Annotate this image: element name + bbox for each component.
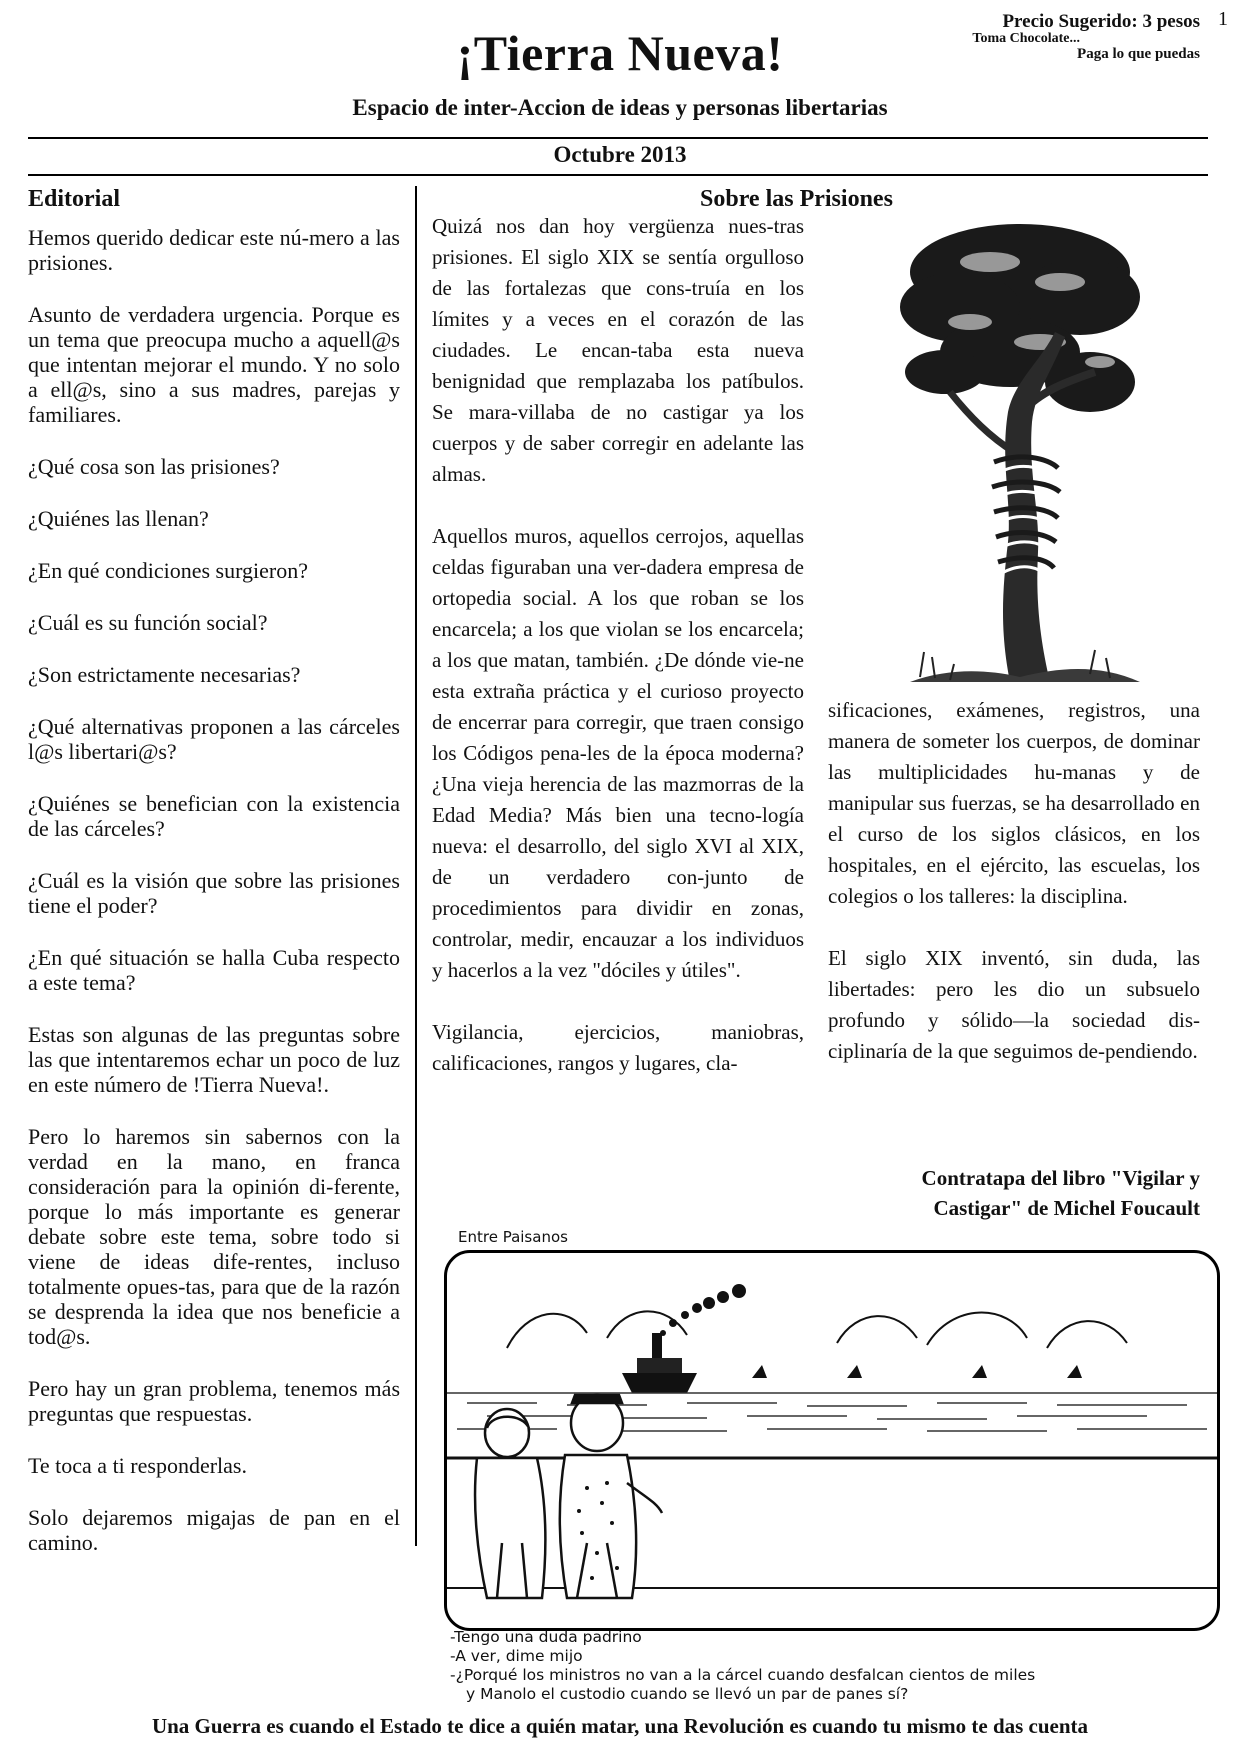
cartoon-dialogue-line: y Manolo el custodio cuando se llevó un par de panes sí? [466,1685,909,1703]
page-number: 1 [1218,8,1228,30]
cartoon-illustration [444,1250,1220,1631]
editorial-paragraph: Pero lo haremos sin sabernos con la verdad en la mano, en franca consideración para la opinión di-ferente, porque lo más importante es generar debate sobre este tema, sobre todo si viene de ideas dife-rentes, incluso totalmente opues-tas, para que de la razón se desprenda la idea que nos beneficie a tod@s. [28,1124,400,1349]
article-credit-line: Castigar" de Michel Foucault [933,1196,1200,1220]
masthead-rule-bottom [28,174,1208,176]
price-note-pay: Paga lo que puedas [1077,45,1200,62]
editorial-paragraph: Asunto de verdadera urgencia. Porque es un tema que preocupa mucho a aquell@s que intentan mejorar el mundo. Y no solo a ell@s, sino a sus madres, parejas y familiares. [28,302,400,427]
editorial-question: ¿Quiénes las llenan? [28,506,209,531]
editorial-question: ¿Qué alternativas proponen a las cárceles l@s libertari@s? [28,714,400,764]
footer-quote: Una Guerra es cuando el Estado te dice a quién matar, una Revolución es cuando tu mismo te das cuenta [151,1714,1089,1738]
column-divider [415,186,417,1546]
tree-illustration [890,212,1150,692]
price-suggested: Precio Sugerido: 3 pesos [1002,11,1200,32]
masthead-subtitle: Espacio de inter-Accion de ideas y personas libertarias [352,95,888,120]
article-column-2 [828,695,1200,1098]
cartoon-dialogue-line: -¿Porqué los ministros no van a la cárcel cuando desfalcan cientos de miles [450,1666,1036,1684]
issue-date: Octubre 2013 [553,142,687,167]
editorial-paragraph: Solo dejaremos migajas de pan en el camino. [28,1505,400,1555]
editorial-question: ¿Qué cosa son las prisiones? [28,454,280,479]
editorial-heading: Editorial [28,186,121,212]
masthead-title: ¡Tierra Nueva! [456,25,784,81]
editorial-paragraph: Hemos querido dedicar este nú-mero a las prisiones. [28,225,400,275]
article-column-1 [432,211,804,1110]
article-credit [828,1163,1200,1223]
editorial-column [28,186,400,1582]
editorial-question: ¿En qué situación se halla Cuba respecto a este tema? [28,945,400,995]
article-paragraph: sificaciones, exámenes, registros, una manera de someter los cuerpos, de dominar las multiplicidades hu-manas y de manipular sus fuerzas, se ha desarrollado en el curso de los siglos clásicos, en los hospitales, en el ejército, las escuelas, los colegios o los talleres: la disciplina. [828,698,1200,908]
editorial-question: ¿Cuál es la visión que sobre las prisiones tiene el poder? [28,868,400,918]
editorial-question: ¿Son estrictamente necesarias? [28,662,301,687]
article-paragraph: Quizá nos dan hoy vergüenza nues-tras prisiones. El siglo XIX se sentía orgulloso de las fortalezas que cons-truía en los límites y a veces en el corazón de las ciudades. Le encan-taba esta nueva benignidad que remplazaba los patíbulos. Se mara-villaba de no castigar ya los cuerpos y de saber corregir en adelante las almas. [432,214,804,486]
cartoon-dialogue [450,1628,1035,1704]
article-heading: Sobre las Prisiones [700,186,893,212]
cartoon-dialogue-line: -Tengo una duda padrino [450,1628,642,1646]
editorial-paragraph: Pero hay un gran problema, tenemos más preguntas que respuestas. [28,1376,400,1426]
editorial-paragraph: Te toca a ti responderlas. [28,1453,247,1478]
editorial-paragraph: Estas son algunas de las preguntas sobre las que intentaremos echar un poco de luz en este número de !Tierra Nueva!. [28,1022,400,1097]
article-credit-line: Contratapa del libro "Vigilar y [921,1166,1200,1190]
editorial-question: ¿Cuál es su función social? [28,610,268,635]
editorial-question: ¿Quiénes se benefician con la existencia de las cárceles? [28,791,400,841]
editorial-question: ¿En qué condiciones surgieron? [28,558,309,583]
masthead-rule-top [28,137,1208,139]
price-note-chocolate: Toma Chocolate... [972,30,1080,46]
article-paragraph: El siglo XIX inventó, sin duda, las libertades: pero les dio un subsuelo profundo y sólido—la sociedad dis-ciplinaría de la que seguimos de-pendiendo. [828,946,1200,1063]
article-paragraph: Aquellos muros, aquellos cerrojos, aquellas celdas figuraban una ver-dadera empresa de ortopedia social. A los que roban se los encarcela; a los que violan se los encarcela; a los que matan, también. ¿De dónde vie-ne esta extraña práctica y el curioso proyecto de encerrar para corregir, que traen consigo los Códigos pena-les de la época moderna? ¿Una vieja herencia de las mazmorras de la Edad Media? Más bien una tecno-logía nueva: el desarrollo, del siglo XVI al XIX, de un verdadero con-junto de procedimientos para dividir en zonas, controlar, medir, encauzar a los individuos y hacerlos a la vez "dóciles y útiles". [432,524,804,982]
article-paragraph: Vigilancia, ejercicios, maniobras, calificaciones, rangos y lugares, cla- [432,1020,804,1075]
cartoon-title: Entre Paisanos [458,1228,568,1246]
cartoon-dialogue-line: -A ver, dime mijo [450,1647,583,1665]
cartoon-scene [447,1253,1217,1628]
